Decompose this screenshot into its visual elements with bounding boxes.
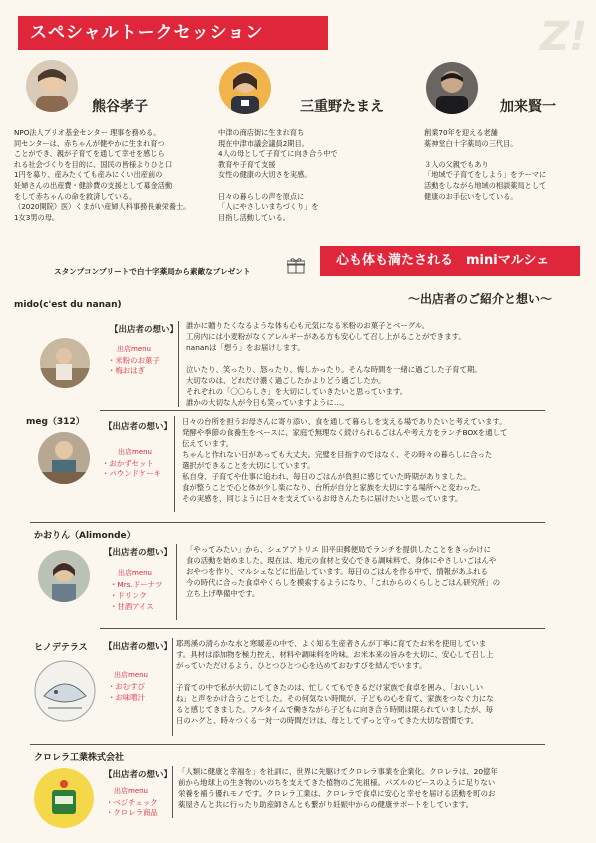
shop-name-meg: meg（312） bbox=[26, 417, 85, 427]
divider bbox=[100, 410, 545, 411]
divider bbox=[30, 744, 545, 745]
shop-photo-hinode bbox=[34, 660, 96, 722]
menu-item: ・ベジチェック bbox=[106, 798, 158, 807]
menu-item: ・梅おはぎ bbox=[108, 366, 145, 375]
divider bbox=[30, 522, 545, 523]
menu-item: ・米粉のお菓子 bbox=[108, 356, 160, 365]
stamp-rally-text: スタンプコンプリートで白十字薬局から素敵なプレゼント bbox=[54, 267, 251, 276]
menu-item: ・クロレラ商品 bbox=[106, 808, 158, 817]
session-title-banner: スペシャルトークセッション bbox=[18, 16, 328, 50]
menu-label: 出店menu bbox=[118, 448, 152, 456]
shop-text-mido: 誰かに贈りたくなるような体も心も元気になる米粉のお菓子とベーグル。 工房内には小麦粉がなくアレルギーがある方も安心して召し上がることができます。 nananは「想う」をお届けします。 泣いたり、笑ったり、怒ったり、悔しかったり。そんな時間を一緒に過ごした子育て期。 大切なのは、どれだけ濃く過ごしたかよりどう過ごしたか。 それぞれの「〇〇らしさ」を大切にしていきたいと思っています。 誰かの大切な人が今日も笑っていますように…。 bbox=[186, 321, 482, 407]
divider bbox=[178, 321, 179, 407]
divider bbox=[100, 628, 545, 629]
thoughts-label: 【出店者の想い】 bbox=[104, 548, 173, 558]
speaker-bio-mieno: 中津の商店街に生まれ育ち 現在中津市議会議員2期目。 4人の母として子育てに向き合う中で 教育や子育て支援 女性の健康の大切さを実感。 日々の暮らしの声を原点に 「人にやさしいまちづくり」を 目指し活動している。 bbox=[218, 128, 338, 222]
menu-item: ・おかずセット bbox=[102, 459, 154, 468]
shop-photo-mido bbox=[40, 338, 90, 388]
menu-item: ・お味噌汁 bbox=[108, 693, 145, 702]
speaker-bio-kaku: 創業70年を迎える老舗 薬神堂白十字薬局の三代目。 ３人の父親でもあり 「地域で子育てをしよう」をテーマに 活動をしながら地域の相談薬局として 健康のお手伝いをしている。 bbox=[424, 128, 547, 201]
thoughts-label: 【出店者の想い】 bbox=[104, 642, 173, 652]
speaker-photo-mieno bbox=[219, 62, 271, 114]
speaker-photo-kumagai bbox=[26, 60, 78, 112]
shop-photo-meg bbox=[38, 432, 90, 484]
shop-text-meg: 日々の台所を担うお母さんに寄り添い、食を通して暮らしを支える場でありたいと考えています。 発酵や季節の食養生をベースに、家庭で無理なく続けられるごはんや考え方をランチBOXを通して 伝えています。 ちゃんと作れない日があっても大丈夫。完璧を目指すのではなく、その時々の暮らしに合った 選択ができることを大切にしています。 私自身、子育てや仕事に追われ、毎日のごはんが負担に感じていた時期がありました。 食が整うことで心と体が少し楽になり、台所が自分と家族を大切にする場所へと変わった。 その実感を、同じように日々を支えているお母さんたちに届けたいと思っています。 bbox=[182, 417, 508, 503]
marche-banner: 心も体も満たされる miniマルシェ bbox=[320, 246, 580, 276]
speaker-name-kumagai: 熊谷孝子 bbox=[92, 99, 148, 115]
divider bbox=[176, 544, 177, 620]
menu-label: 出店menu bbox=[117, 345, 151, 353]
menu-item: ・ドリンク bbox=[110, 591, 147, 600]
shop-name-mido: mido(c'est du nanan) bbox=[14, 300, 122, 310]
thoughts-label: 【出店者の想い】 bbox=[104, 770, 173, 780]
gift-icon bbox=[287, 258, 305, 274]
shop-photo-kaorin bbox=[38, 550, 90, 602]
shop-text-kaorin: 「やってみたい」から、シェアアトリエ 旧平田郵便局でランチを提供したことをきっかけに 食の活動を始めました。現在は、地元の食材と安心できる調味料で、身体にやさしいごはんや おやつを作り、マルシェなどに出品しています。毎日のごはんを作る中で、情報があふれる 今の時代に合った食卓やくらしを模索するようになり、「これからのくらしとごはん研究所」の 立ち上げ準備中です。 bbox=[186, 545, 501, 598]
menu-label: 出店menu bbox=[114, 671, 148, 679]
shop-text-hinode: 耶馬溪の清らかな水と寒暖差の中で、よく知る生産者さんが丁寧に育てたお米を使用していま す。具材は添加物を極力控え、材料や調味料を吟味。お米本来の旨みを大切に、安心して召し上 がっていただけるよう、ひとつひとつ心を込めておむすびを結んでいます。 子育ての中で私が大切にしてきたのは、忙しくてもできるだけ家族で食卓を囲み、「おいしい ね」と声をかけ合うことでした。その何気ない時間が、子どもの心を育て、家族をつなぐ力にな ると感じてきました。フルタイムで働きながら子どもに向き合う時間は限られていましたが、毎 日のハグと、時々つくる一対一の時間だけは、母としてずっと守ってきた大切な習慣です。 bbox=[176, 639, 494, 725]
shop-name-chlorella: クロレラ工業株式会社 bbox=[34, 753, 125, 763]
shop-logo-chlorella bbox=[34, 768, 94, 828]
menu-item: ・Mrs.ドーナツ bbox=[110, 580, 163, 589]
speaker-photo-kaku bbox=[426, 62, 478, 114]
shop-name-hinode: ヒノデテラス bbox=[34, 643, 88, 653]
menu-item: ・パウンドケーキ bbox=[102, 469, 161, 478]
speaker-name-mieno: 三重野たまえ bbox=[300, 99, 384, 115]
menu-label: 出店menu bbox=[114, 787, 148, 795]
marche-subtitle: ～出店者のご紹介と想い～ bbox=[408, 292, 553, 306]
thoughts-label: 【出店者の想い】 bbox=[104, 422, 173, 432]
divider bbox=[174, 416, 175, 512]
divider bbox=[172, 638, 173, 736]
menu-label: 出店menu bbox=[118, 569, 152, 577]
speaker-bio-kumagai: NPO法人プリオ基金センター 理事を務める。 同センターは、赤ちゃんが健やかに生まれ育つ ことができ、親が子育てを通して幸せを感じら れる社会づくりを目的に、国民の皆様よりひと口 1円を募り、産みたくても産みにくい出産前の 妊婦さんの出産費・健診費の支援として募金活動 をして赤ちゃんの命を救済している。 （2020開院）医）くまがい産婦人科事務長兼栄養士。 1女3男の母。 bbox=[14, 128, 191, 222]
shop-name-kaorin: かおりん（Alimonde） bbox=[34, 531, 136, 541]
speaker-name-kaku: 加来賢一 bbox=[500, 99, 556, 115]
brand-logo: Z! bbox=[540, 14, 588, 60]
shop-text-chlorella: 「人類に健康と幸福を」を社訓に、世界に先駆けてクロレラ事業を企業化。クロレラは、20億年 前から地球上の生き物のいのちを支えてきた植物のご先祖様。パズルのピースのように足りない 栄養を補う優れモノです。クロレラ工業は、クロレラで食卓に安心と幸せを届ける活動を町のお 薬屋さんと共に行ったり助産師さんとも繋がり妊娠中からの健康サポートをしています。 bbox=[178, 767, 498, 809]
menu-item: ・甘酒アイス bbox=[110, 602, 154, 611]
divider bbox=[172, 766, 173, 818]
thoughts-label: 【出店者の想い】 bbox=[110, 325, 179, 335]
menu-item: ・おむすび bbox=[108, 682, 145, 691]
